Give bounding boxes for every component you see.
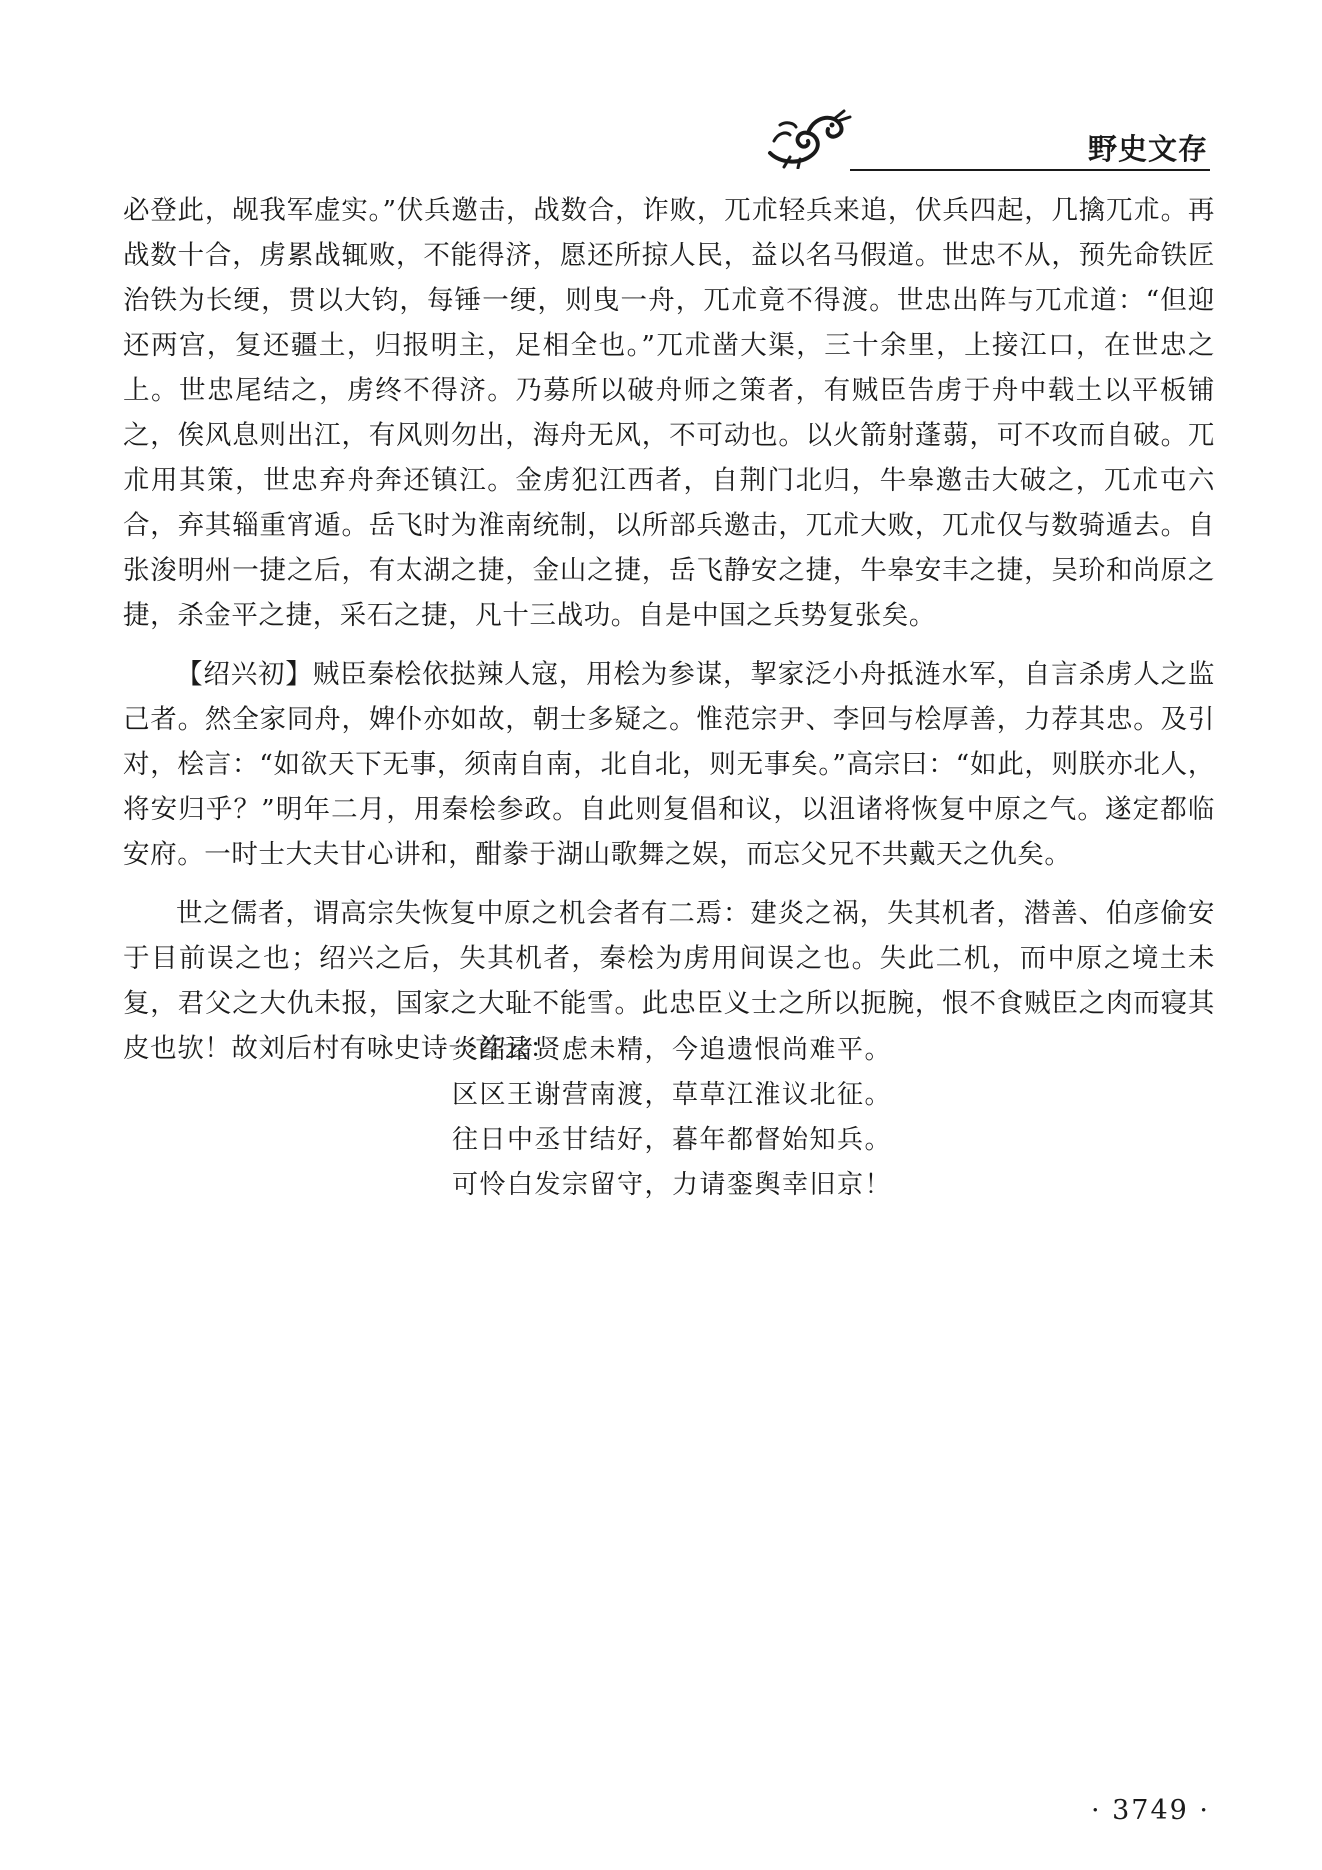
paragraph-2: 【绍兴初】贼臣秦桧依挞辣人寇，用桧为参谋，挈家泛小舟抵涟水军，自言杀虏人之监己者。然全家同舟，婢仆亦如故，朝士多疑之。惟范宗尹、李回与桧厚善，力荐其忠。及引对，桧言：“如欲天下无事，须南自南，北自北，则无事矣。”高宗曰：“如此，则朕亦北人，将安归乎？”明年二月，用秦桧参政。自此则复倡和议，以沮诸将恢复中原之气。遂定都临安府。一时士大夫甘心讲和，酣豢于湖山歌舞之娱，而忘父兄不共戴天之仇矣。 <box>123 659 1215 870</box>
dragon-emblem-icon <box>760 105 856 169</box>
poem-line-4: 可怜白发宗留守，力请銮舆幸旧京！ <box>452 1170 893 1200</box>
page-header <box>760 105 1210 175</box>
main-text <box>123 188 1215 1085</box>
header-rule <box>850 169 1210 171</box>
poem-line-1: 炎绍诸贤虑未精，今追遗恨尚难平。 <box>452 1035 893 1065</box>
poem <box>452 1028 972 1208</box>
poem-line-2: 区区王谢营南渡，草草江淮议北征。 <box>452 1080 893 1110</box>
running-header-title: 野史文存 <box>1087 132 1208 166</box>
poem-line-3: 往日中丞甘结好，暮年都督始知兵。 <box>452 1125 893 1155</box>
paragraph-3: 世之儒者，谓高宗失恢复中原之机会者有二焉：建炎之祸，失其机者，潜善、伯彦偷安于目前误之也；绍兴之后，失其机者，秦桧为虏用间误之也。失此二机，而中原之境土未复，君父之大仇未报，国家之大耻不能雪。此忠臣义士之所以扼腕，恨不食贼臣之肉而寝其皮也欤！故刘后村有咏史诗一首云： <box>123 898 1215 1064</box>
paragraph-1: 必登此，觇我军虚实。”伏兵邀击，战数合，诈败，兀朮轻兵来追，伏兵四起，几擒兀朮。再战数十合，虏累战辄败，不能得济，愿还所掠人民，益以名马假道。世忠不从，预先命铁匠治铁为长绠，贯以大钧，每锤一绠，则曳一舟，兀朮竟不得渡。世忠出阵与兀朮道：“但迎还两宫，复还疆土，归报明主，足相全也。”兀朮凿大渠，三十余里，上接江口，在世忠之上。世忠尾结之，虏终不得济。乃募所以破舟师之策者，有贼臣告虏于舟中载土以平板铺之，俟风息则出江，有风则勿出，海舟无风，不可动也。以火箭射蓬蒻，可不攻而自破。兀朮用其策，世忠弃舟奔还镇江。金虏犯江西者，自荆门北归，牛皋邀击大破之，兀朮屯六合，弃其辎重宵遁。岳飞时为淮南统制，以所部兵邀击，兀朮大败，兀朮仅与数骑遁去。自张浚明州一捷之后，有太湖之捷，金山之捷，岳飞静安之捷，牛皋安丰之捷，吴玠和尚原之捷，杀金平之捷，采石之捷，凡十三战功。自是中国之兵势复张矣。 <box>123 195 1215 631</box>
page-number: · 3749 · <box>1090 1795 1210 1826</box>
